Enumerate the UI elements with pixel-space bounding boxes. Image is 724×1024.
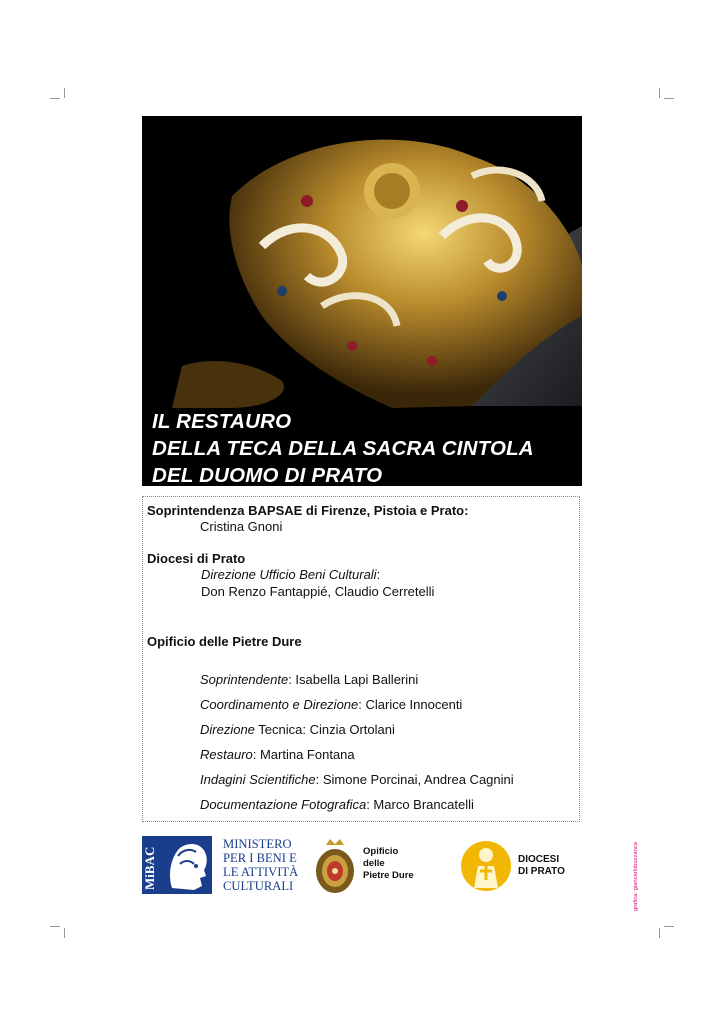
role-label: Documentazione Fotografica [200, 797, 367, 812]
mibac-line-1: MINISTERO [223, 837, 292, 851]
role-person: : Simone Porcinai, Andrea Cagnini [315, 772, 514, 787]
title-line-3: DEL DUOMO DI PRATO [152, 464, 383, 486]
title-line-2: DELLA TECA DELLA SACRA CINTOLA [152, 437, 534, 460]
opd-line-2: delle [363, 858, 385, 869]
role-label: Direzione [200, 722, 255, 737]
role-label: Restauro [200, 747, 253, 762]
opificio-logo-text [363, 846, 414, 882]
crop-mark-bl-h [50, 926, 60, 927]
dio-line-2: DI PRATO [518, 866, 565, 877]
opd-line-3: Pietre Dure [363, 870, 414, 881]
sponsor-logos [142, 834, 582, 898]
crop-mark-tr-v [659, 88, 660, 98]
soprintendenza-heading: Soprintendenza BAPSAE di Firenze, Pistoia e Prato: [147, 503, 469, 518]
graphic-credit-text: grafica: giancarlobuzzanca [633, 842, 639, 911]
role-person: Tecnica: Cinzia Ortolani [254, 722, 395, 737]
diocesi-heading: Diocesi di Prato [147, 551, 246, 566]
title-line-1: IL RESTAURO [152, 410, 292, 433]
mibac-line-3: LE ATTIVITÀ [223, 865, 299, 879]
diocesi-names: Don Renzo Fantappié, Claudio Cerretelli [201, 584, 435, 599]
role-person: : Clarice Innocenti [358, 697, 463, 712]
diocesi-role-line: Direzione Ufficio Beni Culturali: [201, 567, 381, 582]
opificio-role-line-3 [200, 722, 395, 738]
crop-mark-bl-v [64, 928, 65, 938]
diocesi-seal-icon [460, 840, 512, 892]
crop-mark-br-v [659, 928, 660, 938]
mibac-line-4: CULTURALI [223, 879, 294, 893]
role-label: Coordinamento e Direzione [200, 697, 359, 712]
opificio-crest-icon [314, 839, 356, 895]
opd-line-1: Opificio [363, 846, 399, 857]
opificio-role-line-5 [200, 772, 514, 788]
crop-mark-br-h [664, 926, 674, 927]
crop-mark-tl-v [64, 88, 65, 98]
opificio-heading: Opificio delle Pietre Dure [147, 634, 302, 649]
hero-photo [142, 116, 582, 486]
role-person: : Martina Fontana [252, 747, 355, 762]
role-person: : Isabella Lapi Ballerini [288, 672, 419, 687]
opificio-role-line-6 [200, 797, 474, 813]
role-person: : Marco Brancatelli [366, 797, 474, 812]
diocesi-logo-text [518, 854, 565, 878]
mibac-name [223, 837, 298, 893]
opificio-role-line-1 [200, 672, 418, 688]
role-label: Soprintendente [200, 672, 289, 687]
crop-mark-tl-h [50, 98, 60, 99]
graphic-credit [627, 835, 641, 915]
role-label: Indagini Scientifiche [200, 772, 316, 787]
credits-box [142, 496, 580, 822]
opificio-role-line-4 [200, 747, 355, 763]
diocesi-role: Direzione Ufficio Beni Culturali [201, 567, 377, 582]
mibac-line-2: PER I BENI E [223, 851, 297, 865]
mibac-logo-icon [142, 836, 212, 894]
mibac-mark-text: MiBAC [142, 846, 157, 890]
poster-title [152, 408, 534, 486]
opificio-role-line-2 [200, 697, 462, 713]
crop-mark-tr-h [664, 98, 674, 99]
soprintendenza-name: Cristina Gnoni [200, 519, 283, 534]
dio-line-1: DIOCESI [518, 854, 560, 865]
